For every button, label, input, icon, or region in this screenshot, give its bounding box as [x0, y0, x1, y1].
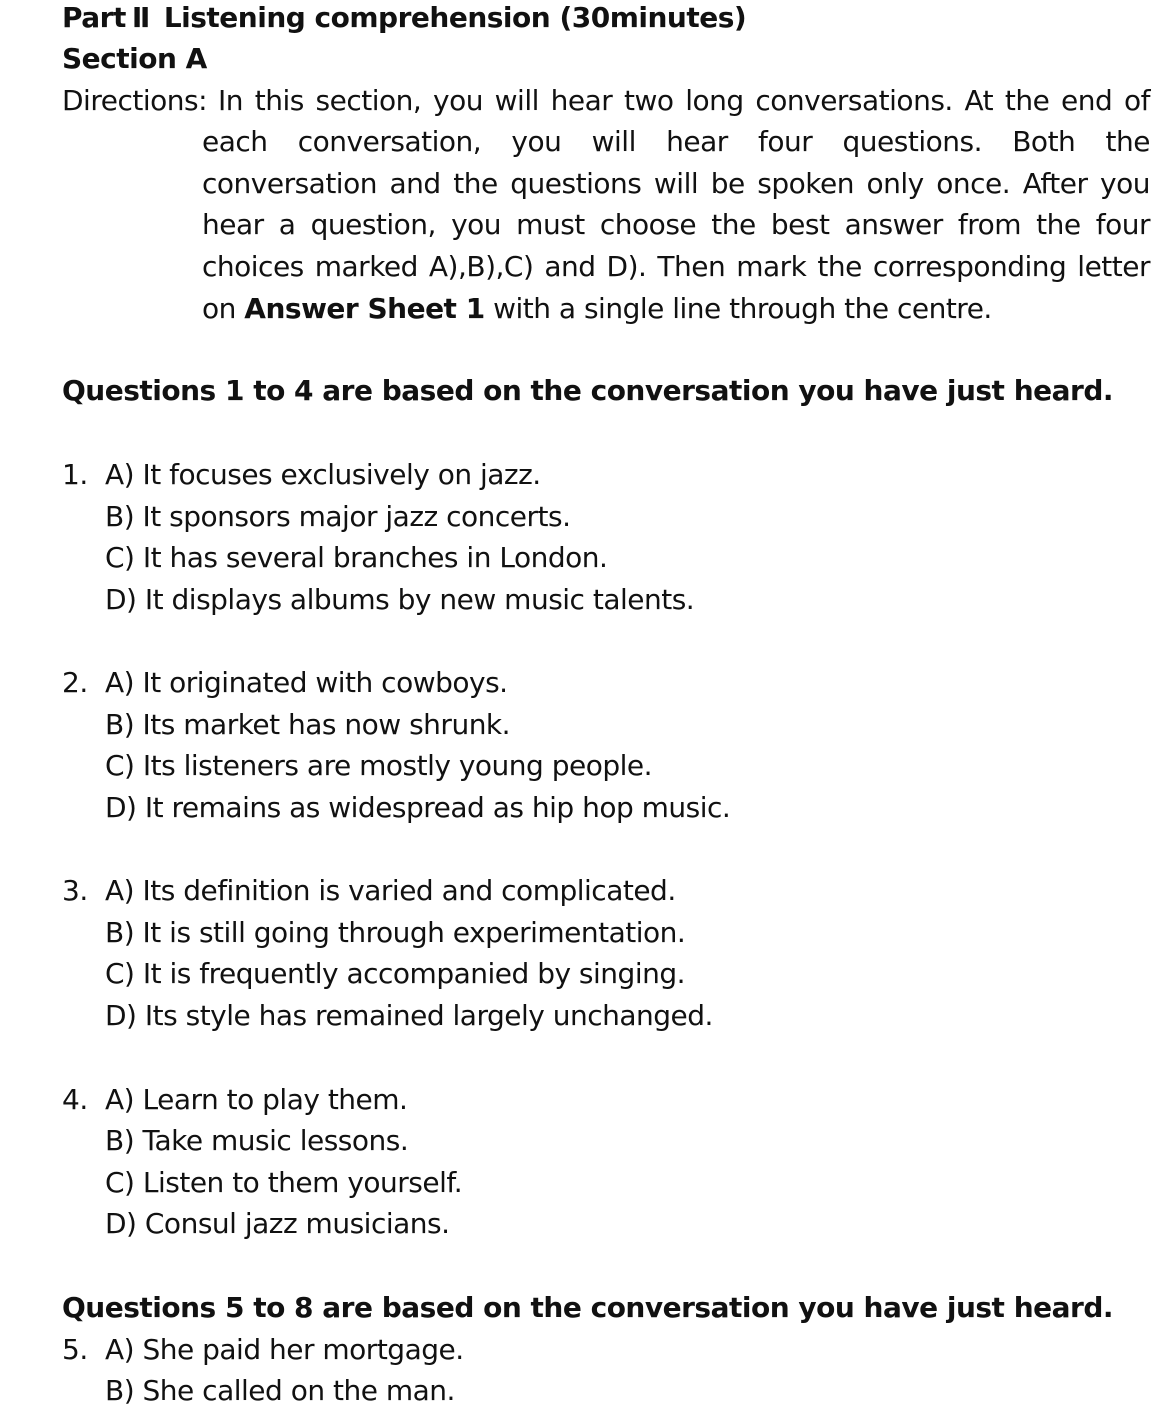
answer-sheet-ref: Answer Sheet 1: [244, 292, 485, 325]
question-5-option-a[interactable]: A) She paid her mortgage.: [105, 1333, 464, 1366]
question-3-option-d[interactable]: D) Its style has remained largely unchanged.: [105, 999, 713, 1032]
question-3-option-c[interactable]: C) It is frequently accompanied by singing.: [105, 957, 686, 990]
part-title: [62, 0, 746, 36]
question-4-option-d[interactable]: D) Consul jazz musicians.: [105, 1207, 450, 1240]
question-1-option-a[interactable]: A) It focuses exclusively on jazz.: [105, 458, 541, 491]
directions-line-6-post: with a single line through the centre.: [493, 292, 992, 325]
question-4-option-b[interactable]: B) Take music lessons.: [105, 1124, 409, 1157]
question-number: 4.: [62, 1083, 88, 1116]
question-2-option-a[interactable]: A) It originated with cowboys.: [105, 666, 508, 699]
part-label: Part: [62, 1, 126, 34]
question-number: 3.: [62, 874, 88, 907]
question-2-option-b[interactable]: B) Its market has now shrunk.: [105, 708, 511, 741]
group-heading-1: Questions 1 to 4 are based on the conversation you have just heard.: [62, 374, 1113, 407]
question-number: 1.: [62, 458, 88, 491]
group-heading-2: Questions 5 to 8 are based on the conversation you have just heard.: [62, 1291, 1113, 1324]
directions-line-2: each conversation, you will hear four questions. Both the: [202, 125, 1150, 158]
question-1-option-d[interactable]: D) It displays albums by new music talents.: [105, 583, 695, 616]
question-1-option-b[interactable]: B) It sponsors major jazz concerts.: [105, 500, 571, 533]
section-title: Section A: [62, 42, 207, 75]
directions-label: Directions:: [62, 84, 208, 117]
question-2-option-d[interactable]: D) It remains as widespread as hip hop music.: [105, 791, 731, 824]
question-number: 5.: [62, 1333, 88, 1366]
question-2-option-c[interactable]: C) Its listeners are mostly young people.: [105, 749, 653, 782]
question-3-option-b[interactable]: B) It is still going through experimentation.: [105, 916, 686, 949]
directions-line-3: conversation and the questions will be spoken only once. After you: [202, 167, 1150, 200]
directions-line-1: In this section, you will hear two long conversations. At the end of: [218, 84, 1150, 117]
question-1-option-c[interactable]: C) It has several branches in London.: [105, 541, 608, 574]
directions-line-6-pre: on: [202, 292, 236, 325]
question-number: 2.: [62, 666, 88, 699]
question-4-option-c[interactable]: C) Listen to them yourself.: [105, 1166, 463, 1199]
part-heading: Listening comprehension (30minutes): [163, 1, 747, 34]
directions-line-5: choices marked A),B),C) and D). Then mark the corresponding letter: [202, 250, 1150, 283]
directions-line-4: hear a question, you must choose the best answer from the four: [202, 208, 1150, 241]
question-4-option-a[interactable]: A) Learn to play them.: [105, 1083, 408, 1116]
part-numeral: Ⅱ: [131, 1, 150, 34]
directions-line-6: [202, 291, 1150, 327]
directions-first-line: [62, 83, 207, 119]
question-3-option-a[interactable]: A) Its definition is varied and complicated.: [105, 874, 676, 907]
question-5-option-b[interactable]: B) She called on the man.: [105, 1374, 455, 1407]
